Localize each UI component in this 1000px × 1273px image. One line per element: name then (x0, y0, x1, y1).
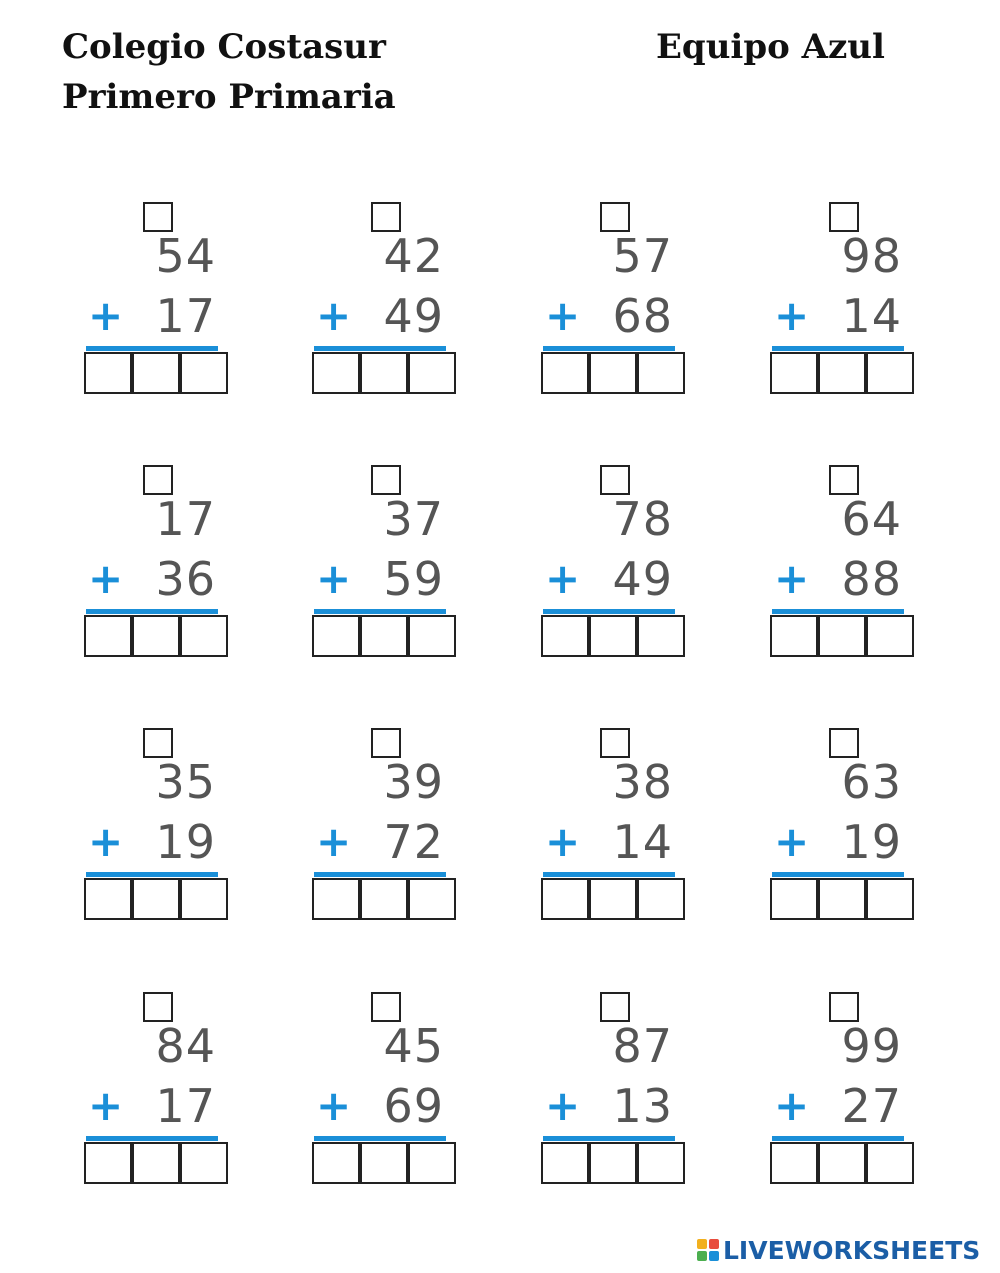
carry-input-box[interactable] (829, 465, 859, 495)
answer-digit-box[interactable] (818, 1142, 866, 1184)
answer-digit-box[interactable] (866, 615, 914, 657)
answer-digit-box[interactable] (770, 878, 818, 920)
answer-digit-box[interactable] (637, 352, 685, 394)
plus-sign: + (316, 1081, 352, 1130)
first-addend: 99 (841, 1019, 902, 1073)
answer-digit-box[interactable] (818, 878, 866, 920)
answer-digit-box[interactable] (589, 878, 637, 920)
answer-digit-box[interactable] (770, 615, 818, 657)
answer-digit-box[interactable] (408, 615, 456, 657)
sum-line (772, 346, 904, 351)
second-addend: 17 (155, 289, 216, 343)
second-addend: 19 (155, 815, 216, 869)
first-addend: 35 (155, 755, 216, 809)
addition-problem (543, 465, 693, 665)
answer-boxes (541, 352, 685, 394)
answer-digit-box[interactable] (312, 878, 360, 920)
addition-problem (314, 202, 464, 402)
answer-boxes (770, 1142, 914, 1184)
answer-digit-box[interactable] (408, 352, 456, 394)
answer-digit-box[interactable] (312, 1142, 360, 1184)
carry-input-box[interactable] (143, 992, 173, 1022)
first-addend: 98 (841, 229, 902, 283)
answer-digit-box[interactable] (360, 615, 408, 657)
grade-level: Primero Primaria (62, 77, 396, 117)
plus-sign: + (545, 291, 581, 340)
addition-problem (772, 202, 922, 402)
second-addend: 27 (841, 1079, 902, 1133)
answer-digit-box[interactable] (589, 615, 637, 657)
sum-line (86, 872, 218, 877)
liveworksheets-logo (697, 1236, 980, 1265)
second-addend: 49 (383, 289, 444, 343)
first-addend: 45 (383, 1019, 444, 1073)
sum-line (543, 872, 675, 877)
addition-problem (772, 992, 922, 1192)
sum-line (314, 609, 446, 614)
answer-boxes (541, 615, 685, 657)
second-addend: 88 (841, 552, 902, 606)
addition-problem (772, 465, 922, 665)
sum-line (86, 1136, 218, 1141)
first-addend: 84 (155, 1019, 216, 1073)
plus-sign: + (316, 554, 352, 603)
carry-input-box[interactable] (600, 465, 630, 495)
first-addend: 78 (612, 492, 673, 546)
addition-problem (314, 992, 464, 1192)
first-addend: 63 (841, 755, 902, 809)
plus-sign: + (88, 554, 124, 603)
answer-digit-box[interactable] (770, 352, 818, 394)
plus-sign: + (774, 554, 810, 603)
sum-line (543, 609, 675, 614)
answer-digit-box[interactable] (360, 878, 408, 920)
plus-sign: + (316, 817, 352, 866)
carry-input-box[interactable] (371, 992, 401, 1022)
second-addend: 72 (383, 815, 444, 869)
addition-problem (86, 728, 236, 928)
answer-boxes (312, 615, 456, 657)
answer-digit-box[interactable] (541, 1142, 589, 1184)
answer-boxes (770, 878, 914, 920)
answer-digit-box[interactable] (132, 1142, 180, 1184)
answer-boxes (84, 1142, 228, 1184)
carry-input-box[interactable] (600, 992, 630, 1022)
answer-digit-box[interactable] (541, 878, 589, 920)
answer-digit-box[interactable] (132, 615, 180, 657)
second-addend: 69 (383, 1079, 444, 1133)
plus-sign: + (774, 291, 810, 340)
answer-digit-box[interactable] (180, 1142, 228, 1184)
sum-line (772, 872, 904, 877)
carry-input-box[interactable] (143, 465, 173, 495)
answer-digit-box[interactable] (84, 352, 132, 394)
carry-input-box[interactable] (371, 728, 401, 758)
plus-sign: + (545, 554, 581, 603)
answer-digit-box[interactable] (637, 878, 685, 920)
first-addend: 64 (841, 492, 902, 546)
first-addend: 87 (612, 1019, 673, 1073)
second-addend: 36 (155, 552, 216, 606)
answer-digit-box[interactable] (866, 878, 914, 920)
answer-digit-box[interactable] (589, 352, 637, 394)
carry-input-box[interactable] (829, 992, 859, 1022)
answer-boxes (84, 615, 228, 657)
plus-sign: + (88, 291, 124, 340)
answer-digit-box[interactable] (312, 615, 360, 657)
plus-sign: + (88, 1081, 124, 1130)
answer-boxes (541, 1142, 685, 1184)
sum-line (543, 346, 675, 351)
plus-sign: + (316, 291, 352, 340)
first-addend: 37 (383, 492, 444, 546)
first-addend: 17 (155, 492, 216, 546)
liveworksheets-logo-icon (697, 1239, 721, 1263)
answer-boxes (312, 1142, 456, 1184)
second-addend: 14 (612, 815, 673, 869)
carry-input-box[interactable] (829, 202, 859, 232)
addition-problem (543, 202, 693, 402)
answer-boxes (770, 352, 914, 394)
answer-digit-box[interactable] (84, 615, 132, 657)
carry-input-box[interactable] (371, 465, 401, 495)
answer-digit-box[interactable] (818, 352, 866, 394)
answer-digit-box[interactable] (360, 1142, 408, 1184)
plus-sign: + (545, 1081, 581, 1130)
carry-input-box[interactable] (371, 202, 401, 232)
plus-sign: + (774, 1081, 810, 1130)
answer-boxes (312, 878, 456, 920)
second-addend: 59 (383, 552, 444, 606)
addition-problem (86, 992, 236, 1192)
sum-line (772, 1136, 904, 1141)
answer-digit-box[interactable] (84, 878, 132, 920)
answer-digit-box[interactable] (132, 352, 180, 394)
second-addend: 19 (841, 815, 902, 869)
answer-digit-box[interactable] (360, 352, 408, 394)
answer-digit-box[interactable] (770, 1142, 818, 1184)
answer-boxes (84, 878, 228, 920)
second-addend: 14 (841, 289, 902, 343)
answer-digit-box[interactable] (84, 1142, 132, 1184)
answer-digit-box[interactable] (408, 878, 456, 920)
addition-problem (314, 465, 464, 665)
addition-problem (86, 202, 236, 402)
plus-sign: + (774, 817, 810, 866)
sum-line (314, 1136, 446, 1141)
answer-digit-box[interactable] (180, 878, 228, 920)
school-header (62, 22, 396, 122)
addition-problem (314, 728, 464, 928)
first-addend: 42 (383, 229, 444, 283)
carry-input-box[interactable] (600, 728, 630, 758)
answer-digit-box[interactable] (180, 615, 228, 657)
sum-line (86, 346, 218, 351)
answer-digit-box[interactable] (637, 1142, 685, 1184)
first-addend: 57 (612, 229, 673, 283)
carry-input-box[interactable] (829, 728, 859, 758)
first-addend: 39 (383, 755, 444, 809)
second-addend: 13 (612, 1079, 673, 1133)
plus-sign: + (88, 817, 124, 866)
answer-boxes (541, 878, 685, 920)
second-addend: 68 (612, 289, 673, 343)
answer-boxes (84, 352, 228, 394)
answer-boxes (312, 352, 456, 394)
first-addend: 54 (155, 229, 216, 283)
sum-line (86, 609, 218, 614)
answer-digit-box[interactable] (408, 1142, 456, 1184)
answer-digit-box[interactable] (589, 1142, 637, 1184)
sum-line (314, 872, 446, 877)
answer-digit-box[interactable] (132, 878, 180, 920)
second-addend: 49 (612, 552, 673, 606)
first-addend: 38 (612, 755, 673, 809)
answer-digit-box[interactable] (637, 615, 685, 657)
answer-digit-box[interactable] (541, 615, 589, 657)
carry-input-box[interactable] (143, 202, 173, 232)
answer-digit-box[interactable] (866, 352, 914, 394)
sum-line (543, 1136, 675, 1141)
addition-problem (772, 728, 922, 928)
answer-boxes (770, 615, 914, 657)
brand-name: LIVEWORKSHEETS (723, 1236, 981, 1265)
addition-problem (543, 992, 693, 1192)
addition-problem (86, 465, 236, 665)
answer-digit-box[interactable] (866, 1142, 914, 1184)
answer-digit-box[interactable] (541, 352, 589, 394)
school-name: Colegio Costasur (62, 27, 386, 67)
carry-input-box[interactable] (600, 202, 630, 232)
answer-digit-box[interactable] (180, 352, 228, 394)
answer-digit-box[interactable] (312, 352, 360, 394)
carry-input-box[interactable] (143, 728, 173, 758)
sum-line (314, 346, 446, 351)
addition-problem (543, 728, 693, 928)
sum-line (772, 609, 904, 614)
second-addend: 17 (155, 1079, 216, 1133)
answer-digit-box[interactable] (818, 615, 866, 657)
plus-sign: + (545, 817, 581, 866)
team-name: Equipo Azul (656, 27, 885, 67)
